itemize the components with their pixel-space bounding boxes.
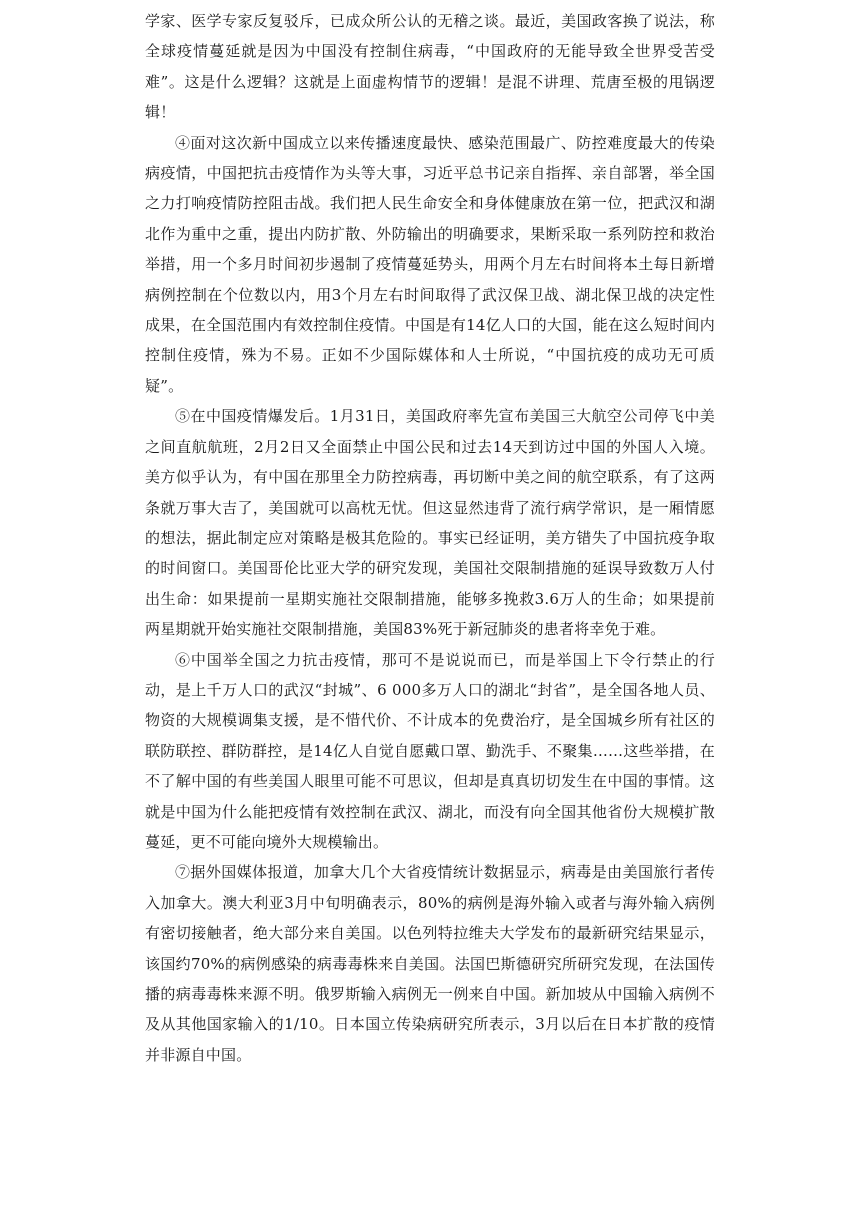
paragraph-5: ⑤在中国疫情爆发后。1月31日，美国政府率先宣布美国三大航空公司停飞中美之间直航航班，2月2日又全面禁止中国公民和过去14天到访过中国的外国人入境。美方似乎认为，有中国在那里全力防控病毒，再切断中美之间的航空联系，有了这两条就万事大吉了，美国就可以高枕无忧。但这显然违背了流行病学常识，是一厢情愿的想法，据此制定应对策略是极其危险的。事实已经证明，美方错失了中国抗疫争取的时间窗口。美国哥伦比亚大学的研究发现，美国社交限制措施的延误导致数万人付出生命：如果提前一星期实施社交限制措施，能够多挽救3.6万人的生命；如果提前两星期就开始实施社交限制措施，美国83%死于新冠肺炎的患者将幸免于难。 xyxy=(145,407,715,639)
paragraph-6: ⑥中国举全国之力抗击疫情，那可不是说说而已，而是举国上下令行禁止的行动，是上千万人口的武汉“封城”、6 000多万人口的湖北“封省”，是全国各地人员、物资的大规模调集支援，是不惜代价、不计成本的免费治疗，是全国城乡所有社区的联防联控、群防群控，是14亿人自觉自愿戴口罩、勤洗手、不聚集……这些举措，在不了解中国的有些美国人眼里可能不可思议，但却是真真切切发生在中国的事情。这就是中国为什么能把疫情有效控制在武汉、湖北，而没有向全国其他省份大规模扩散蔓延，更不可能向境外大规模输出。 xyxy=(145,650,715,851)
paragraph-7: ⑦据外国媒体报道，加拿大几个大省疫情统计数据显示，病毒是由美国旅行者传入加拿大。澳大利亚3月中旬明确表示，80%的病例是海外输入或者与海外输入病例有密切接触者，绝大部分来自美国。以色列特拉维夫大学发布的最新研究结果显示，该国约70%的病例感染的病毒毒株来自美国。法国巴斯德研究所研究发现，在法国传播的病毒毒株来源不明。俄罗斯输入病例无一例来自中国。新加坡从中国输入病例不及从其他国家输入的1/10。日本国立传染病研究所表示，3月以后在日本扩散的疫情并非源自中国。 xyxy=(145,863,715,1064)
paragraph-continued: 学家、医学专家反复驳斥，已成众所公认的无稽之谈。最近，美国政客换了说法，称全球疫情蔓延就是因为中国没有控制住病毒，“中国政府的无能导致全世界受苦受难”。这是什么逻辑？这就是上面虚构情节的逻辑！是混不讲理、荒唐至极的甩锅逻辑！ xyxy=(145,12,715,122)
paragraph-4: ④面对这次新中国成立以来传播速度最快、感染范围最广、防控难度最大的传染病疫情，中国把抗击疫情作为头等大事，习近平总书记亲自指挥、亲自部署，举全国之力打响疫情防控阻击战。我们把人民生命安全和身体健康放在第一位，把武汉和湖北作为重中之重，提出内防扩散、外防输出的明确要求，果断采取一系列防控和救治举措，用一个多月时间初步遏制了疫情蔓延势头，用两个月左右时间将本土每日新增病例控制在个位数以内，用3个月左右时间取得了武汉保卫战、湖北保卫战的决定性成果，在全国范围内有效控制住疫情。中国是有14亿人口的大国，能在这么短时间内控制住疫情，殊为不易。正如不少国际媒体和人士所说，“中国抗疫的成功无可质疑”。 xyxy=(145,133,715,395)
article-body xyxy=(145,6,715,1070)
